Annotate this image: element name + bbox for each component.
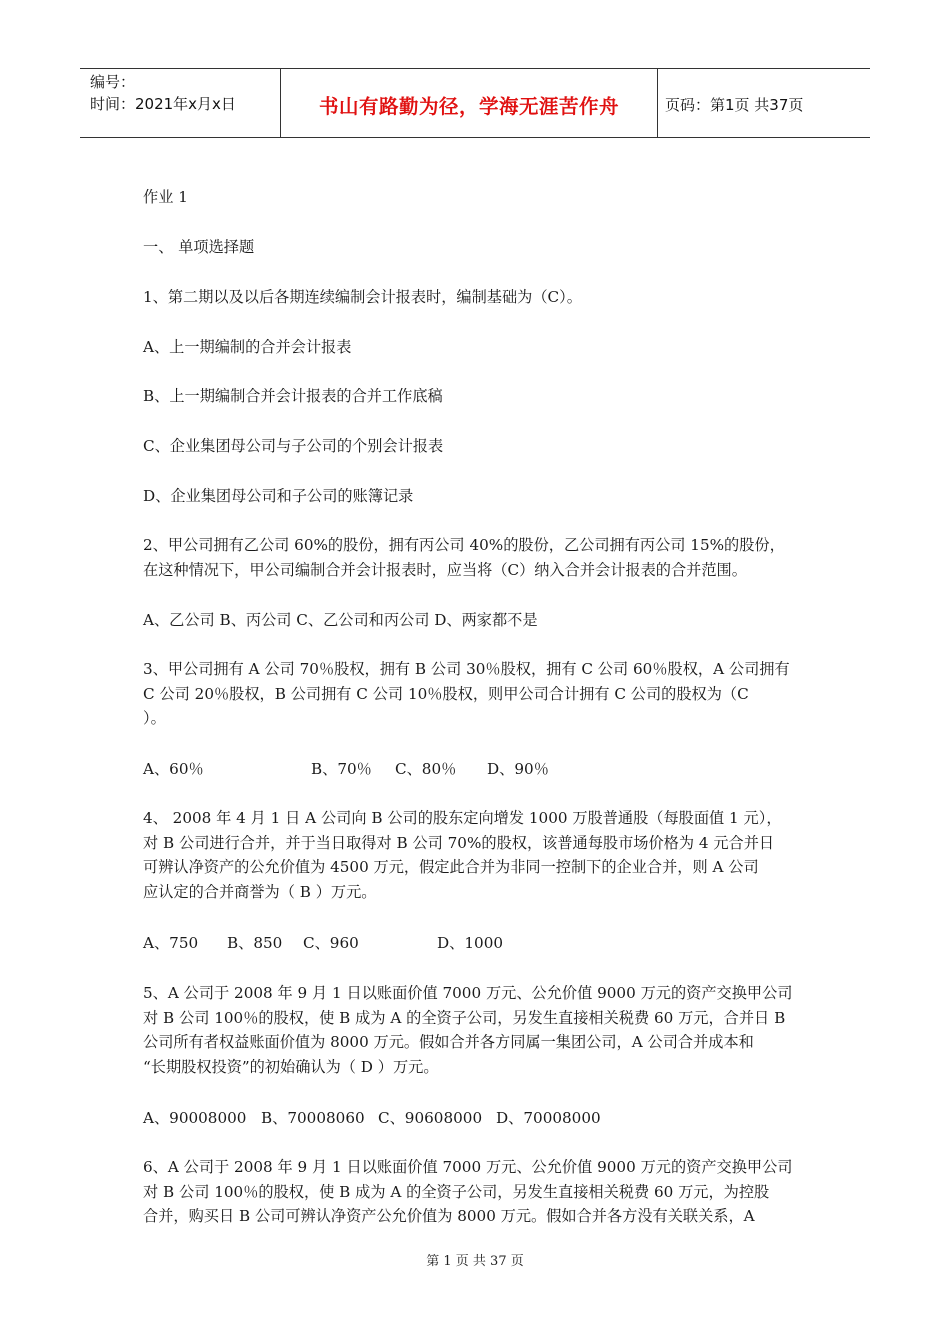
q3-line: C 公司 20％股权，B 公司拥有 C 公司 10％股权，则甲公司合计拥有 C 公司的股权为（C [143, 684, 749, 703]
q4-stem [143, 806, 819, 904]
header-page-info: 页码：第1页 共37页 [665, 96, 804, 114]
q3-line: 3、甲公司拥有 A 公司 70％股权，拥有 B 公司 30％股权，拥有 C 公司 60％股权，A 公司拥有 [143, 660, 790, 678]
q5-line: 5、A 公司于 2008 年 9 月 1 日以账面价值 7000 万元、公允价值 9000 万元的资产交换甲公司 [143, 984, 793, 1002]
header-divider [657, 69, 658, 137]
q1-option-c: C、企业集团母公司与子公司的个别会计报表 [143, 437, 444, 455]
q5-option-b: B、70008060 [261, 1109, 365, 1127]
page-footer: 第 1 页 共 37 页 [426, 1254, 524, 1269]
q5-option-a: A、90008000 [143, 1109, 247, 1127]
q1-option-b: B、上一期编制合并会计报表的合并工作底稿 [143, 387, 443, 405]
q2-stem [143, 533, 819, 582]
date-label: 时间：2021年x月x日 [90, 95, 236, 113]
q3-option-d: D、90％ [487, 760, 549, 778]
q1-stem: 1、第二期以及以后各期连续编制会计报表时，编制基础为（C）。 [143, 288, 582, 306]
q3-option-c: C、80％ [395, 760, 457, 778]
q6-line: 6、A 公司于 2008 年 9 月 1 日以账面价值 7000 万元、公允价值 9000 万元的资产交换甲公司 [143, 1158, 793, 1176]
q2-options: A、乙公司 B、丙公司 C、乙公司和丙公司 D、两家都不是 [143, 611, 538, 629]
doc-title: 作业 1 [143, 188, 188, 206]
q2-line: 2、甲公司拥有乙公司 60%的股份，拥有丙公司 40%的股份，乙公司拥有丙公司 15%的股份， [143, 536, 785, 554]
q5-line: “长期股权投资”的初始确认为（ D ）万元。 [143, 1057, 439, 1076]
q4-option-c: C、960 [303, 934, 359, 952]
q4-line: 应认定的合并商誉为（ B ）万元。 [143, 882, 377, 901]
q6-line: 对 B 公司 100％的股权，使 B 成为 A 的全资子公司，另发生直接相关税费 60 万元，为控股 [143, 1182, 770, 1201]
q5-option-d: D、70008000 [496, 1109, 601, 1127]
q5-options [143, 1106, 819, 1131]
header-motto: 书山有路勤为径，学海无涯苦作舟 [318, 95, 619, 118]
q3-option-b: B、70％ [311, 760, 372, 778]
q4-options [143, 931, 819, 956]
q2-line: 在这种情况下，甲公司编制合并会计报表时，应当将（C）纳入合并会计报表的合并范围。 [143, 560, 747, 579]
header-meta [90, 71, 236, 115]
page-header [80, 68, 870, 138]
number-label: 编号： [90, 73, 136, 91]
q3-options [143, 757, 819, 782]
q4-line: 对 B 公司进行合并，并于当日取得对 B 公司 70%的股权，该普通每股市场价格为 4 元合并日 [143, 833, 775, 852]
q5-line: 对 B 公司 100％的股权，使 B 成为 A 的全资子公司，另发生直接相关税费 60 万元，合并日 B [143, 1008, 786, 1027]
q6-line: 合并，购买日 B 公司可辨认净资产公允价值为 8000 万元。假如合并各方没有关联关系，A [143, 1207, 755, 1225]
q3-option-a: A、60％ [143, 760, 204, 778]
q1-option-a: A、上一期编制的合并会计报表 [143, 338, 352, 356]
q4-line: 4、 2008 年 4 月 1 日 A 公司向 B 公司的股东定向增发 1000 万股普通股（每股面值 1 元）， [143, 809, 782, 827]
q3-stem [143, 657, 819, 731]
q1-option-d: D、企业集团母公司和子公司的账簿记录 [143, 487, 414, 505]
q4-option-b: B、850 [227, 934, 283, 952]
q4-option-a: A、750 [143, 934, 199, 952]
q4-line: 可辨认净资产的公允价值为 4500 万元，假定此合并为非同一控制下的企业合并，则 A 公司 [143, 858, 759, 876]
q6-stem [143, 1155, 819, 1229]
q3-line: ）。 [143, 709, 166, 727]
section-heading: 一、 单项选择题 [143, 238, 255, 256]
q4-option-d: D、1000 [437, 934, 504, 952]
q5-line: 公司所有者权益账面价值为 8000 万元。假如合并各方同属一集团公司，A 公司合并成本和 [143, 1033, 754, 1051]
q5-stem [143, 981, 819, 1079]
q5-option-c: C、90608000 [378, 1109, 483, 1127]
